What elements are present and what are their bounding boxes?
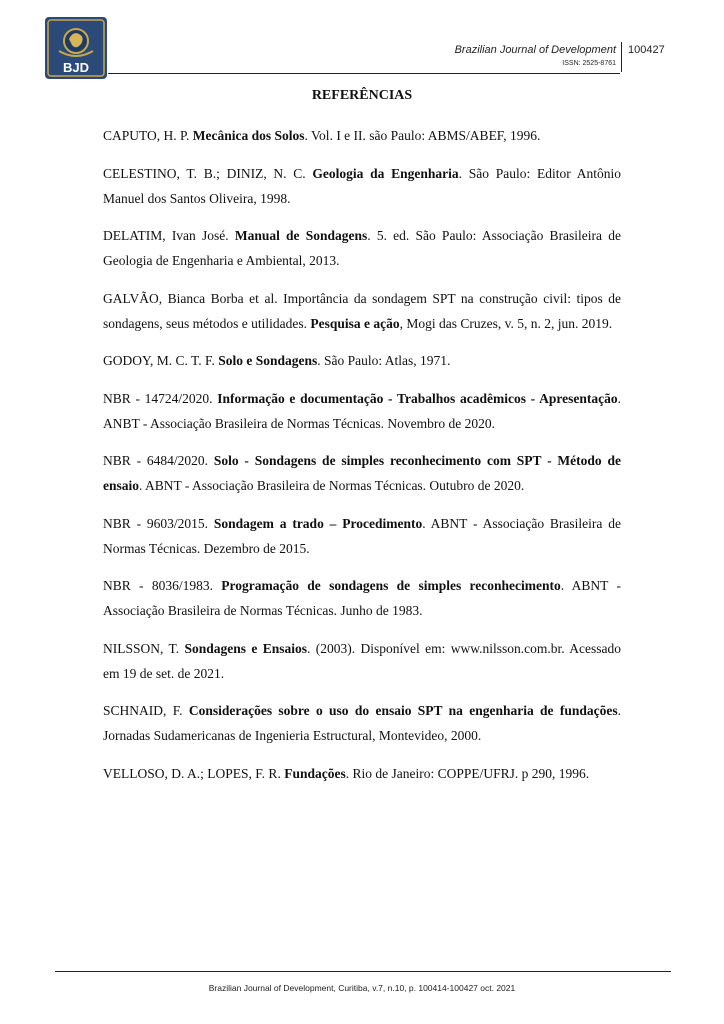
header-vertical-divider bbox=[621, 42, 622, 72]
reference-item bbox=[103, 386, 621, 436]
reference-title: Pesquisa e ação bbox=[310, 315, 400, 331]
reference-title: Sondagem a trado – Procedimento bbox=[213, 515, 423, 531]
reference-item bbox=[103, 511, 621, 561]
reference-text: CELESTINO, T. B.; DINIZ, N. C. bbox=[103, 165, 313, 181]
reference-text: . ABNT - Associação Brasileira de Normas Técnicas. Dezembro de 2015. bbox=[103, 515, 621, 556]
footer-rule bbox=[55, 971, 671, 972]
reference-text: VELLOSO, D. A.; LOPES, F. R. bbox=[103, 765, 285, 781]
reference-title: Programação de sondagens de simples reconhecimento bbox=[221, 578, 561, 593]
reference-text: . (2003). Disponível em: www.nilsson.com.br. Acessado em 19 de set. de 2021. bbox=[103, 640, 621, 681]
reference-text: CAPUTO, H. P. bbox=[103, 128, 193, 143]
reference-title: Informação e documentação - Trabalhos acadêmicos - Apresentação bbox=[217, 390, 618, 406]
reference-text: . São Paulo: Atlas, 1971. bbox=[317, 353, 451, 368]
bjd-logo-icon bbox=[45, 17, 107, 79]
reference-title: Manual de Sondagens bbox=[234, 228, 368, 243]
reference-text: NBR - 9603/2015. bbox=[103, 515, 214, 531]
reference-text: NBR - 6484/2020. bbox=[103, 453, 214, 468]
reference-title: Fundações bbox=[284, 765, 346, 781]
reference-text: . São Paulo: Editor Antônio Manuel dos Santos Oliveira, 1998. bbox=[103, 165, 621, 206]
reference-item bbox=[103, 286, 621, 336]
reference-list bbox=[103, 123, 621, 798]
reference-title: Geologia da Engenharia bbox=[312, 165, 459, 181]
reference-title: Solo - Sondagens de simples reconhecimento com SPT - Método de ensaio bbox=[103, 453, 621, 493]
reference-text: SCHNAID, F. bbox=[103, 703, 189, 718]
reference-item bbox=[103, 573, 621, 623]
header-rule bbox=[108, 73, 620, 74]
reference-title: Mecânica dos Solos bbox=[192, 128, 305, 143]
reference-text: . ABNT - Associação Brasileira de Normas Técnicas. Outubro de 2020. bbox=[139, 478, 525, 493]
reference-text: . Rio de Janeiro: COPPE/UFRJ. p 290, 1996. bbox=[345, 765, 590, 781]
reference-text: GALVÃO, Bianca Borba et al. Importância da sondagem SPT na construção civil: tipos de sondagens, seus métodos e utilidades. bbox=[103, 290, 621, 331]
reference-item bbox=[103, 761, 621, 786]
section-title: REFERÊNCIAS bbox=[311, 88, 413, 103]
reference-text: . Jornadas Sudamericanas de Ingenieria Estructural, Montevideo, 2000. bbox=[103, 703, 621, 743]
reference-text: GODOY, M. C. T. F. bbox=[103, 353, 219, 368]
reference-text: , Mogi das Cruzes, v. 5, n. 2, jun. 2019. bbox=[399, 315, 613, 331]
footer-citation: Brazilian Journal of Development, Curitiba, v.7, n.10, p. 100414-100427 oct. 2021 bbox=[208, 983, 516, 993]
reference-text: NILSSON, T. bbox=[103, 640, 185, 656]
page-number: 100427 bbox=[628, 44, 665, 56]
reference-text: DELATIM, Ivan José. bbox=[103, 228, 235, 243]
reference-item bbox=[103, 161, 621, 211]
issn: ISSN: 2525-8761 bbox=[562, 60, 616, 67]
journal-name: Brazilian Journal of Development bbox=[454, 44, 616, 56]
reference-item bbox=[103, 698, 621, 748]
reference-title: Solo e Sondagens bbox=[218, 353, 318, 368]
reference-text: . Vol. I e II. são Paulo: ABMS/ABEF, 1996. bbox=[304, 128, 541, 143]
reference-item bbox=[103, 223, 621, 273]
reference-title: Considerações sobre o uso do ensaio SPT na engenharia de fundações bbox=[188, 703, 618, 718]
logo-text: BJD bbox=[62, 60, 90, 75]
reference-text: NBR - 8036/1983. bbox=[103, 578, 222, 593]
reference-text: . ANBT - Associação Brasileira de Normas Técnicas. Novembro de 2020. bbox=[103, 390, 621, 431]
reference-item bbox=[103, 636, 621, 686]
reference-title: Sondagens e Ensaios bbox=[184, 640, 308, 656]
journal-logo bbox=[45, 17, 107, 79]
reference-text: NBR - 14724/2020. bbox=[103, 390, 218, 406]
reference-text: . ABNT - Associação Brasileira de Normas Técnicas. Junho de 1983. bbox=[103, 578, 621, 618]
reference-text: . 5. ed. São Paulo: Associação Brasileira de Geologia de Engenharia e Ambiental, 2013. bbox=[103, 228, 621, 268]
reference-item bbox=[103, 448, 621, 498]
reference-item bbox=[103, 123, 621, 148]
reference-item bbox=[103, 348, 621, 373]
